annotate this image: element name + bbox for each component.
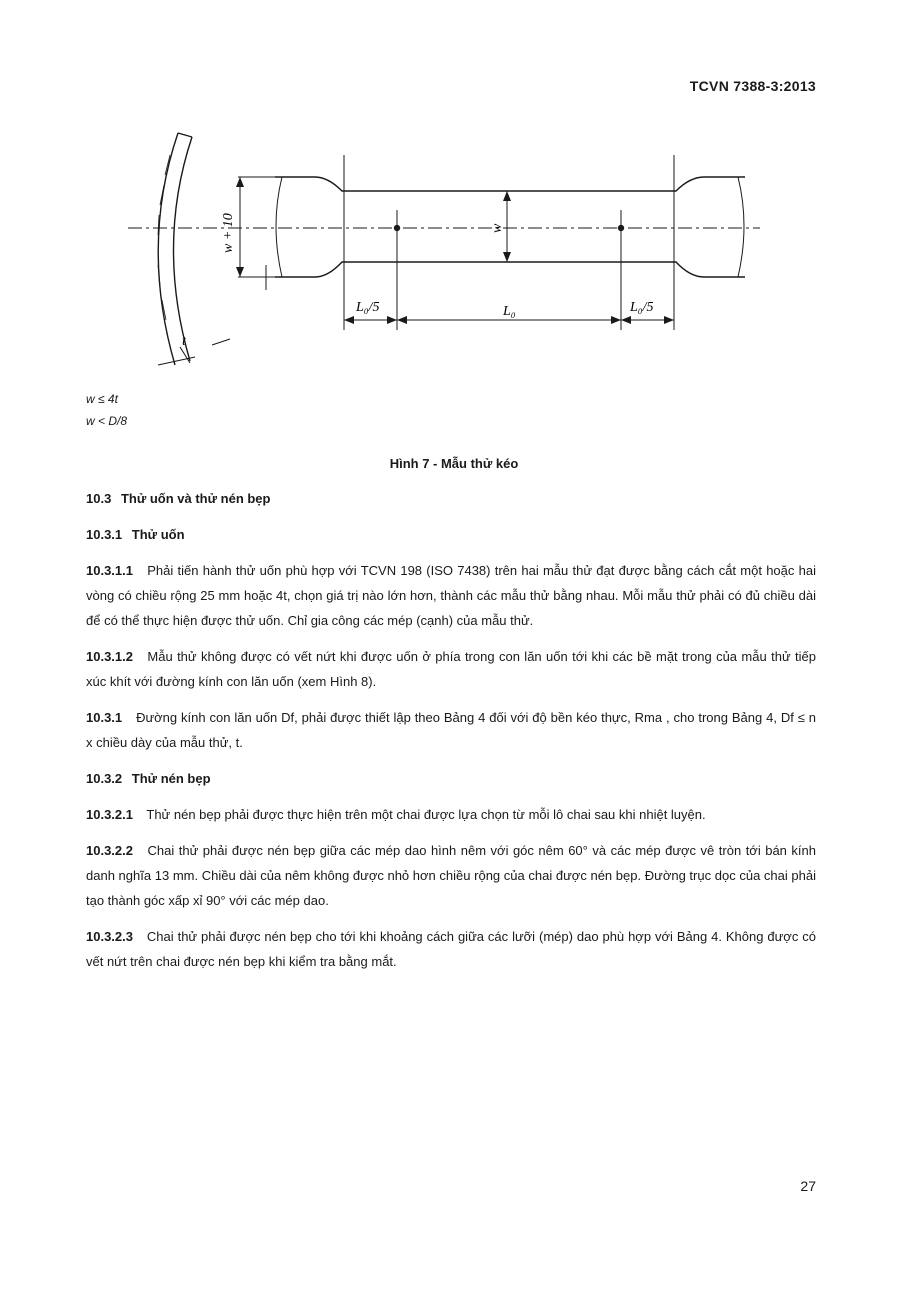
clause-number: 10.3.2.3	[86, 929, 133, 944]
section-heading	[86, 522, 816, 547]
clause-paragraph	[86, 705, 816, 755]
clause-number: 10.3.1.1	[86, 563, 133, 578]
label-t: t	[182, 334, 186, 349]
section-number: 10.3	[86, 491, 112, 506]
clause-text: Đường kính con lăn uốn Df, phải được thiết lập theo Bảng 4 đối với độ bền kéo thực, Rma , cho trong Bảng 4, Df ≤ n x chiều dày của mẫu thử, t.	[86, 710, 816, 750]
page-number: 27	[800, 1178, 816, 1194]
note-width-diameter: w < D/8	[86, 414, 128, 428]
section-title: Thử uốn và thử nén bẹp	[120, 491, 271, 506]
clause-number: 10.3.2.1	[86, 807, 133, 822]
note-width-thickness: w ≤ 4t	[86, 392, 118, 406]
section-heading	[86, 766, 816, 791]
clause-number: 10.3.1	[86, 710, 123, 725]
clause-text: Thử nén bẹp phải được thực hiện trên một chai được lựa chọn từ mỗi lô chai sau khi nhiệt luyện.	[146, 807, 706, 822]
document-body	[86, 486, 816, 985]
label-w: w	[490, 223, 505, 233]
label-l0-div5-left: L₀/5	[356, 300, 380, 315]
section-number: 10.3.2	[86, 771, 123, 786]
standard-code: TCVN 7388-3:2013	[689, 78, 816, 94]
label-l0-div5-right: L₀/5	[630, 300, 654, 315]
section-title: Thử nén bẹp	[131, 771, 211, 786]
section-heading	[86, 486, 816, 511]
clause-text: Phải tiến hành thử uốn phù hợp với TCVN 198 (ISO 7438) trên hai mẫu thử đạt được bằng cách cắt một hoặc hai vòng có chiều rộng 25 mm hoặc 4t, chọn giá trị nào lớn hơn, thành các mẫu thử bằng nhau. Mỗi mẫu thử phải có đủ chiều dài để có thể thực hiện được thử uốn. Chỉ gia công các mép (cạnh) của mẫu thử.	[86, 563, 816, 628]
clause-text: Chai thử phải được nén bẹp cho tới khi khoảng cách giữa các lưỡi (mép) dao phù hợp với Bảng 4. Không được có vết nứt trên chai được nén bẹp khi kiểm tra bằng mắt.	[86, 929, 816, 969]
figure-notes	[86, 388, 127, 432]
clause-text: Chai thử phải được nén bẹp giữa các mép dao hình nêm với góc nêm 60° và các mép được vê tròn tới bán kính danh nghĩa 13 mm. Chiều dài của nêm không được nhỏ hơn chiều rộng của chai được nén bẹp. Đường trục dọc của chai phải tạo thành góc xấp xỉ 90° với các mép dao.	[86, 843, 816, 908]
cylinder-wall-inner	[173, 137, 192, 361]
section-number: 10.3.1	[86, 527, 123, 542]
clause-number: 10.3.1.2	[86, 649, 133, 664]
tensile-specimen-figure	[120, 125, 760, 385]
clause-paragraph	[86, 802, 816, 827]
clause-paragraph	[86, 924, 816, 974]
cylinder-wall-outer	[158, 133, 178, 365]
label-w-plus-10: w + 10	[221, 213, 236, 253]
clause-paragraph	[86, 838, 816, 913]
figure-caption: Hình 7 - Mẫu thử kéo	[389, 456, 519, 471]
clause-paragraph	[86, 644, 816, 694]
clause-paragraph	[86, 558, 816, 633]
clause-number: 10.3.2.2	[86, 843, 133, 858]
label-l0: L₀	[503, 304, 516, 319]
section-title: Thử uốn	[131, 527, 185, 542]
clause-text: Mẫu thử không được có vết nứt khi được uốn ở phía trong con lăn uốn tới khi các bề mặt trong của mẫu thử tiếp xúc khít với đường kính con lăn uốn (xem Hình 8).	[86, 649, 816, 689]
